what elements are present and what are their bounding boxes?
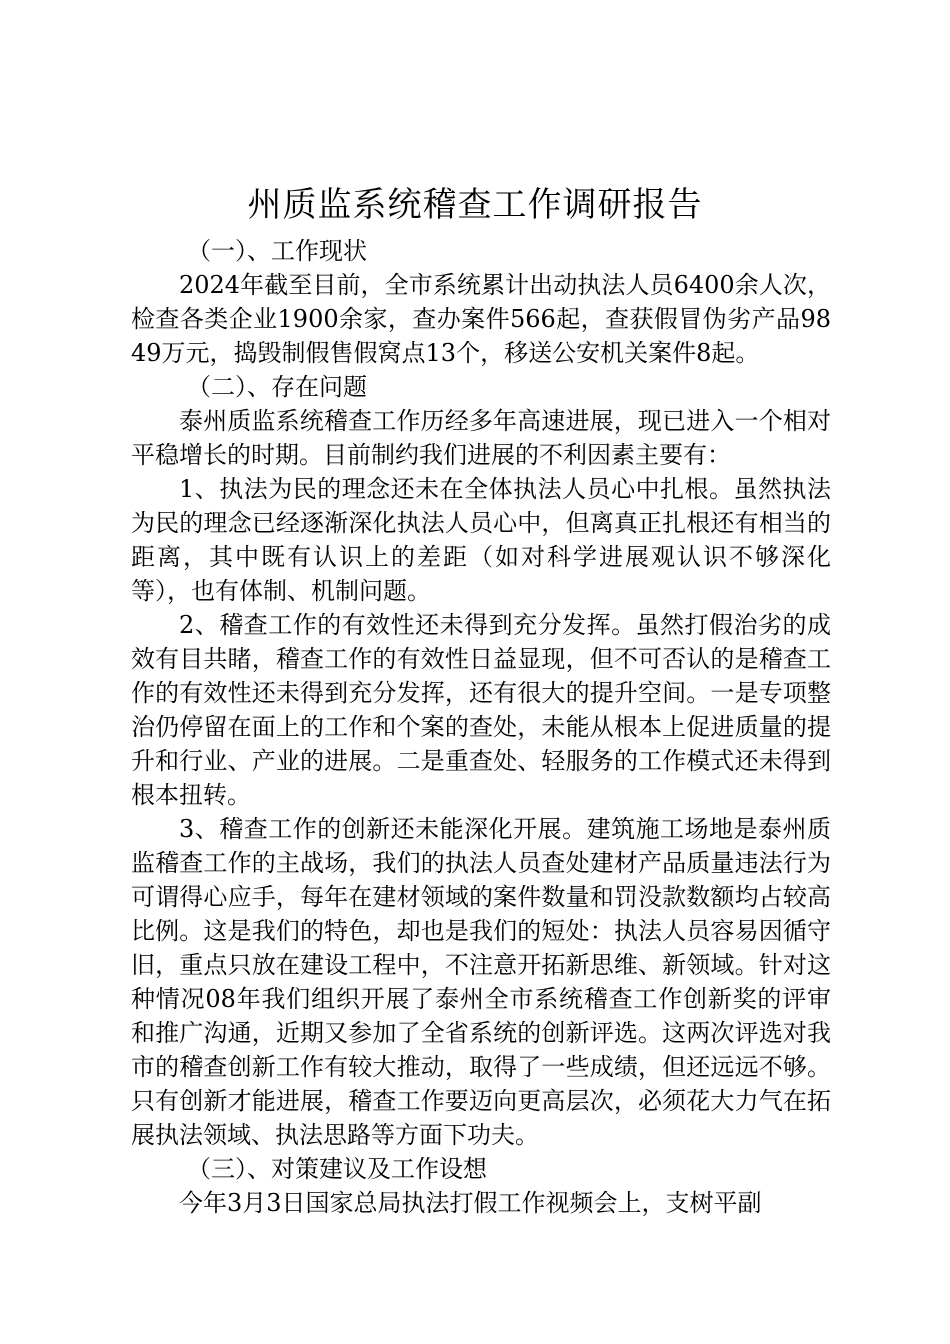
paragraph-problem-2: 2、稽查工作的有效性还未得到充分发挥。虽然打假治劣的成效有目共睹，稽查工作的有效性日益显现，但不可否认的是稽查工作的有效性还未得到充分发挥，还有很大的提升空间。一是专项整治仍停留在面上的工作和个案的查处，未能从根本上促进质量的提升和行业、产业的进展。二是重查处、轻服务的工作模式还未得到根本扭转。 <box>131 611 831 809</box>
section-heading-suggestions: （三）、对策建议及工作设想 <box>187 1155 487 1183</box>
section-heading-problems: （二）、存在问题 <box>187 373 367 401</box>
document-body <box>131 234 831 1220</box>
document-title: 州质监系统稽查工作调研报告 <box>247 185 703 225</box>
section-heading-status: （一）、工作现状 <box>187 237 367 265</box>
paragraph-status-summary: 2024年截至目前，全市系统累计出动执法人员6400余人次，检查各类企业1900余家，查办案件566起，查获假冒伪劣产品9849万元，捣毁制假售假窝点13个，移送公安机关案件8起。 <box>131 271 831 367</box>
paragraph-suggestions-start: 今年3月3日国家总局执法打假工作视频会上，支树平副 <box>179 1189 762 1217</box>
paragraph-problems-intro: 泰州质监系统稽查工作历经多年高速进展，现已进入一个相对平稳增长的时期。目前制约我们进展的不利因素主要有： <box>131 407 831 469</box>
paragraph-problem-1: 1、执法为民的理念还未在全体执法人员心中扎根。虽然执法为民的理念已经逐渐深化执法人员心中，但离真正扎根还有相当的距离，其中既有认识上的差距（如对科学进展观认识不够深化等），也有体制、机制问题。 <box>131 475 831 605</box>
paragraph-problem-3: 3、稽查工作的创新还未能深化开展。建筑施工场地是泰州质监稽查工作的主战场，我们的执法人员查处建材产品质量违法行为可谓得心应手，每年在建材领域的案件数量和罚没款数额均占较高比例。这是我们的特色，却也是我们的短处：执法人员容易因循守旧，重点只放在建设工程中，不注意开拓新思维、新领域。针对这种情况08年我们组织开展了泰州全市系统稽查工作创新奖的评审和推广沟通，近期又参加了全省系统的创新评选。这两次评选对我市的稽查创新工作有较大推动，取得了一些成绩，但还远远不够。只有创新才能进展，稽查工作要迈向更高层次，必须花大力气在拓展执法领域、执法思路等方面下功夫。 <box>131 815 831 1149</box>
